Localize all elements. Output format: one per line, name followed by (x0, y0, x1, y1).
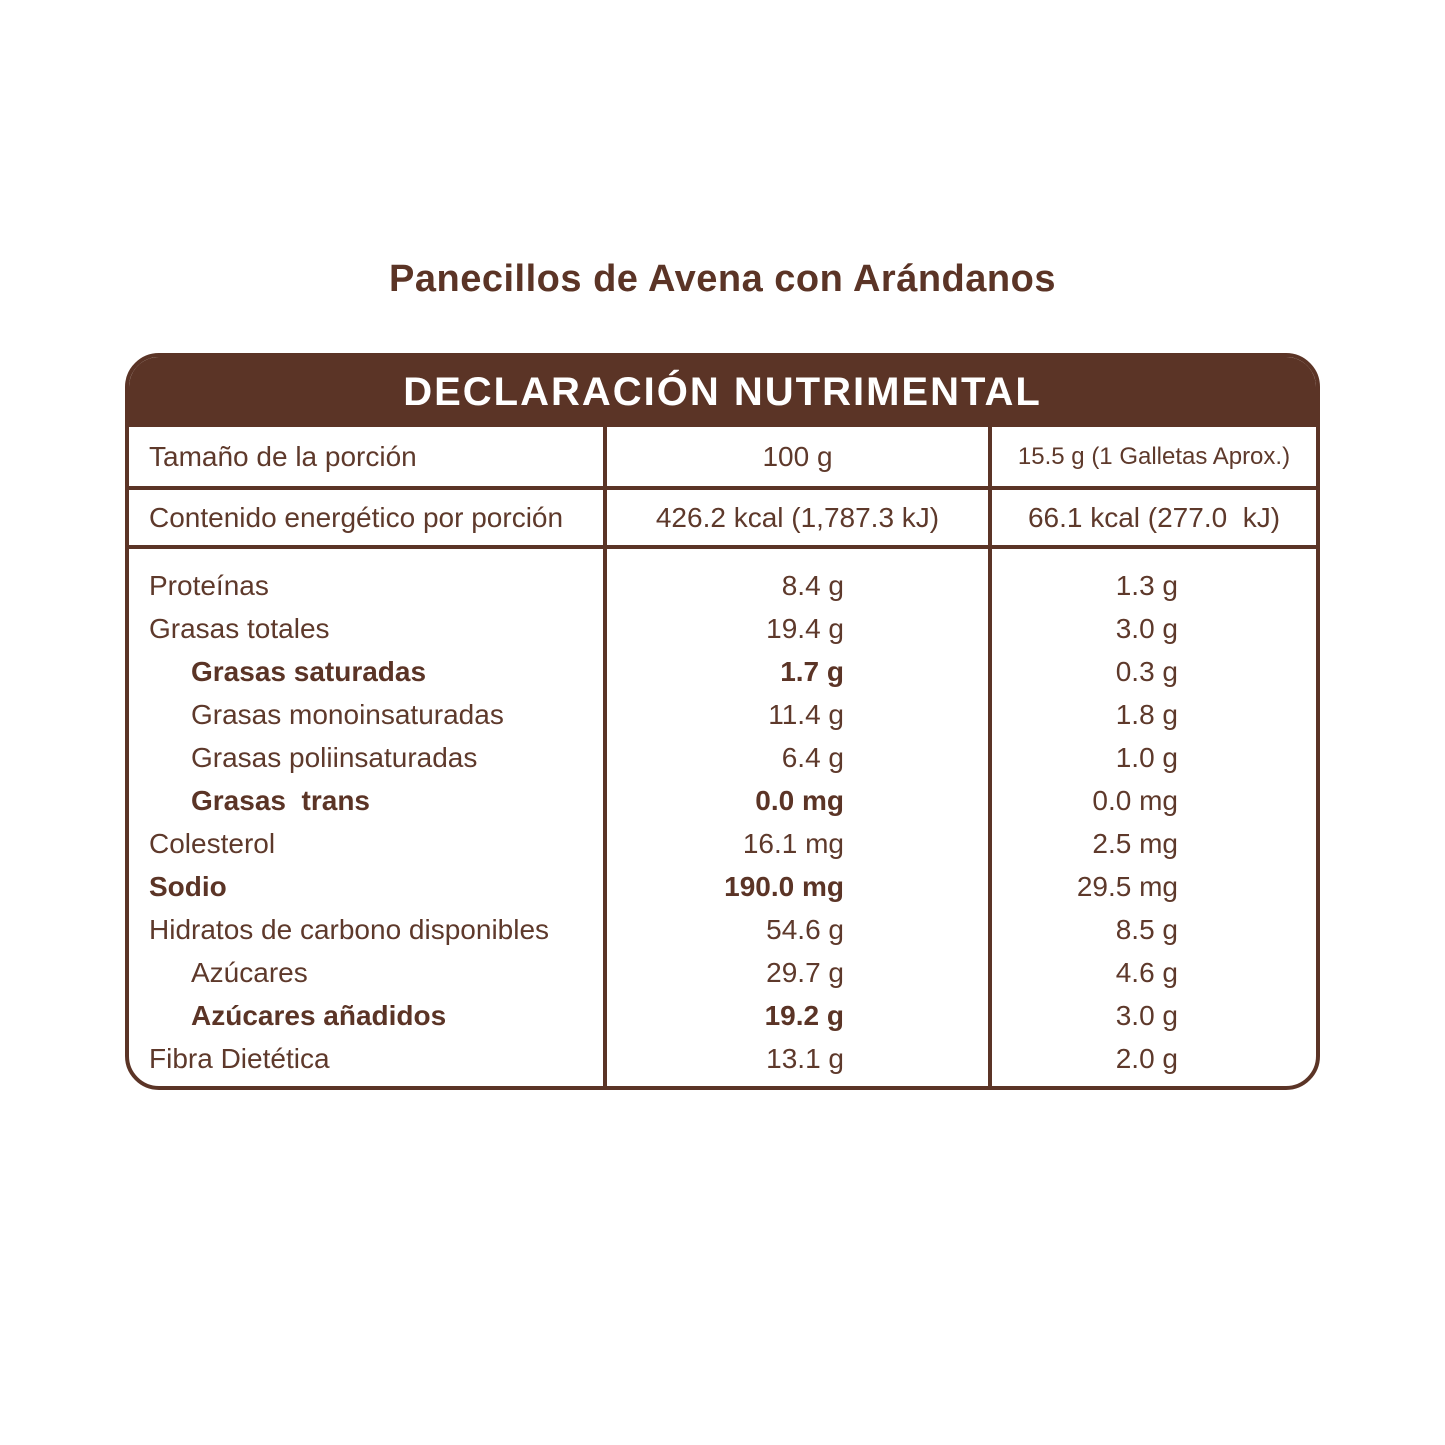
product-title: Panecillos de Avena con Arándanos (389, 258, 1056, 300)
per-serving-value: 8.5 g (1115, 914, 1178, 945)
per-100g-value: 0.0 mg (755, 785, 844, 816)
nutrient-label: Azúcares añadidos (191, 1000, 447, 1031)
nutrient-label: Azúcares (191, 957, 308, 988)
per-serving-value: 1.0 g (1115, 742, 1178, 773)
per-serving-column (992, 549, 1316, 1086)
per-serving-value: 15.5 g (1 Galletas Aprox.) (1017, 442, 1291, 470)
per-serving-value: 1.3 g (1115, 570, 1178, 601)
per-serving-value: 0.3 g (1115, 656, 1178, 687)
nutrient-label: Grasas poliinsaturadas (191, 742, 478, 773)
per-100g-value: 8.4 g (781, 570, 844, 601)
serving-row (129, 490, 1316, 549)
per-100g-value: 190.0 mg (724, 871, 844, 902)
per-serving-value: 3.0 g (1115, 613, 1178, 644)
per-serving-value: 2.0 g (1115, 1043, 1178, 1074)
nutrition-facts-table (125, 353, 1320, 1090)
nutrient-label: Fibra Dietética (149, 1043, 330, 1074)
per-100g-value: 1.7 g (780, 656, 844, 687)
serving-rows (129, 427, 1316, 549)
nutrient-label: Sodio (149, 871, 227, 902)
per-100g-value: 11.4 g (768, 699, 844, 730)
per-100g-value: 19.2 g (764, 1000, 844, 1031)
per-100g-column (603, 549, 992, 1086)
serving-row (129, 427, 1316, 490)
per-100g-value: 19.4 g (766, 613, 844, 644)
per-100g-value: 100 g (603, 427, 992, 486)
per-serving-value: 29.5 mg (1076, 871, 1178, 902)
nutrient-label: Proteínas (149, 570, 269, 601)
per-100g-value: 13.1 g (766, 1043, 844, 1074)
nutrient-body (129, 549, 1316, 1086)
per-100g-value: 16.1 mg (742, 828, 844, 859)
per-serving-value: 2.5 mg (1092, 828, 1178, 859)
per-serving-value: 3.0 g (1115, 1000, 1178, 1031)
nutrient-label-column (129, 549, 603, 1086)
per-serving-value: 4.6 g (1115, 957, 1178, 988)
table-header: DECLARACIÓN NUTRIMENTAL (129, 357, 1316, 427)
per-serving-value: 66.1 kcal (277.0 kJ) (1027, 501, 1281, 533)
nutrient-label: Grasas totales (149, 613, 330, 644)
per-100g-value: 6.4 g (781, 742, 844, 773)
per-serving-value: 1.8 g (1115, 699, 1178, 730)
nutrient-label: Colesterol (149, 828, 276, 859)
nutrient-label: Grasas saturadas (191, 656, 427, 687)
nutrient-label: Grasas trans (191, 785, 370, 816)
nutrient-label: Grasas monoinsaturadas (191, 699, 504, 730)
per-100g-value: 54.6 g (766, 914, 844, 945)
per-100g-value: 29.7 g (766, 957, 844, 988)
nutrient-label: Hidratos de carbono disponibles (149, 914, 550, 945)
per-serving-value: 0.0 mg (1092, 785, 1178, 816)
per-100g-value: 426.2 kcal (1,787.3 kJ) (603, 490, 992, 545)
serving-label: Tamaño de la porción (149, 440, 417, 472)
serving-label: Contenido energético por porción (149, 501, 564, 533)
